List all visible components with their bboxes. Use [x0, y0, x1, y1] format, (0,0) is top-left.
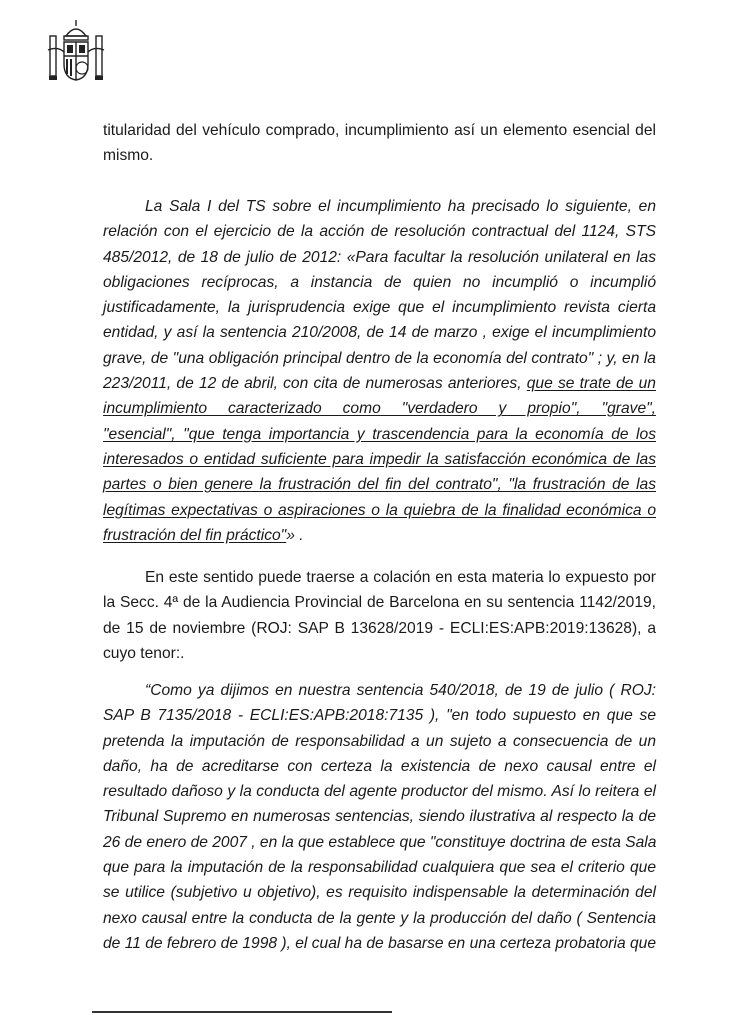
text-line: cuyo tenor:.	[103, 644, 185, 662]
text-line: pretenda la imputación de responsabilidad a un sujeto a consecuencia de un	[103, 732, 656, 750]
coat-of-arms-icon	[44, 18, 108, 84]
footer-box-edge	[92, 1011, 392, 1013]
text-line: resultado dañoso y la conducta del agente productor del mismo. Así lo reitera el	[103, 783, 656, 801]
text-line: La Sala I del TS sobre el incumplimiento ha precisado lo siguiente, en	[145, 198, 656, 215]
underlined-line: legítimas expectativas o aspiraciones o la quiebra de la finalidad económica o	[103, 501, 656, 519]
text-line: grave, de "una obligación principal dentro de la economía del contrato" ; y, en la	[103, 349, 656, 367]
text-line: Tribunal Supremo en numerosas sentencias, siendo ilustrativa al respecto la de	[103, 808, 656, 826]
text-line: En este sentido puede traerse a colación en esta materia lo expuesto por	[145, 569, 656, 586]
underlined-line: "esencial", "que tenga importancia y trascendencia para la economía de los	[103, 425, 656, 443]
text-line: la Secc. 4ª de la Audiencia Provincial de Barcelona en su sentencia 1142/2019,	[103, 594, 656, 612]
text-line: se utilice (subjetivo u objetivo), es requisito indispensable la determinación del	[103, 884, 656, 902]
text-line: daño, ha de acreditarse con certeza la existencia de nexo causal entre el	[103, 757, 656, 775]
paragraph-sala-i	[103, 194, 656, 548]
text-line: entidad, y así la sentencia 210/2008, de 14 de marzo , exige el incumplimiento	[103, 324, 656, 342]
text-line: obligaciones recíprocas, a instancia de quien no incumplió o incumplió	[103, 273, 656, 291]
underlined-quote: frustración del fin práctico"	[103, 526, 287, 544]
text-segment: » .	[286, 526, 304, 544]
text-line: 485/2012, de 18 de julio de 2012: «Para facultar la resolución unilateral en las	[103, 248, 656, 266]
text-line	[103, 371, 656, 396]
underlined-quote: que se trate de un	[526, 375, 656, 393]
text-line: relación con el ejercicio de la acción de resolución contractual del 1124, STS	[103, 223, 656, 241]
text-line: SAP B 7135/2018 - ECLI:ES:APB:2018:7135 ), "en todo supuesto en que se	[103, 707, 656, 725]
text-line: “Como ya dijimos en nuestra sentencia 540/2018, de 19 de julio ( ROJ:	[145, 682, 656, 699]
text-line: titularidad del vehículo comprado, incumplimiento así un elemento esencial del	[103, 122, 656, 139]
text-line: que para la imputación de la responsabilidad cualquiera que sea el criterio que	[103, 859, 656, 877]
text-line: de 11 de febrero de 1998 ), el cual ha de basarse en una certeza probatoria que	[103, 934, 656, 952]
paragraph-intro	[103, 118, 656, 169]
text-line	[103, 523, 656, 548]
text-line: 26 de enero de 2007 , en la que establece que "constituye doctrina de esta Sala	[103, 833, 657, 851]
underlined-line: interesados o entidad suficiente para impedir la satisfacción económica de las	[103, 450, 656, 468]
underlined-line: partes o bien genere la frustración del fin del contrato", "la frustración de las	[103, 476, 656, 494]
text-line: de 15 de noviembre (ROJ: SAP B 13628/2019 - ECLI:ES:APB:2019:13628), a	[103, 619, 656, 637]
underlined-line: incumplimiento caracterizado como "verdadero y propio", "grave",	[103, 400, 656, 418]
text-line: justificadamente, la jurisprudencia exige que el incumplimiento revista cierta	[103, 299, 656, 317]
text-segment: 223/2011, de 12 de abril, con cita de numerosas anteriores,	[103, 375, 527, 393]
paragraph-secc-4	[103, 565, 656, 666]
paragraph-quote	[103, 678, 656, 956]
text-line: mismo.	[103, 147, 154, 165]
text-line: nexo causal entre la conducta de la gente y la producción del daño ( Sentencia	[103, 909, 656, 927]
